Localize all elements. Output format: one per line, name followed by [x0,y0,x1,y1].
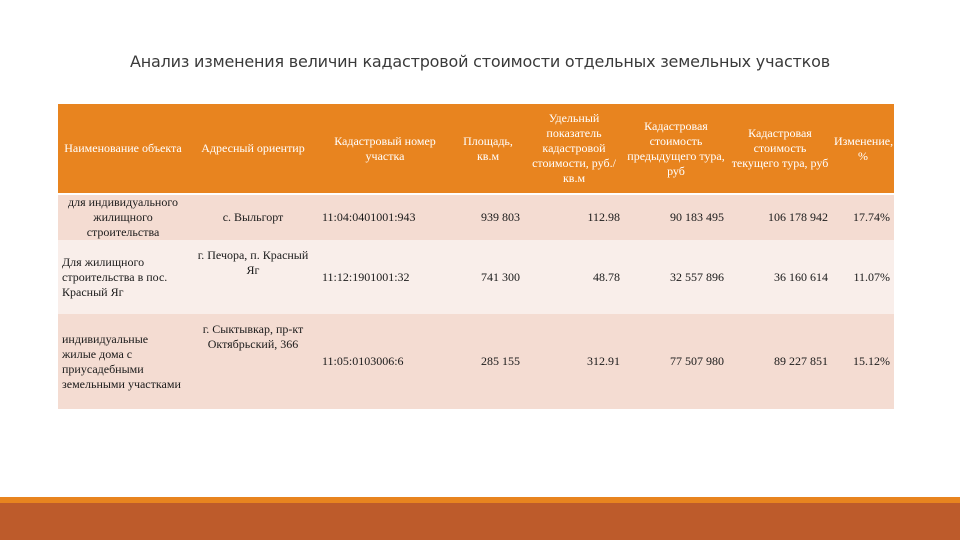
cell-cadastral-number: 11:04:0401001:943 [318,195,452,240]
header-cadastral-number: Кадастровый номер участка [318,104,452,195]
cell-previous-value: 77 507 980 [624,314,728,409]
cell-area: 285 155 [452,314,524,409]
cell-change: 11.07% [832,240,894,314]
header-change: Изменение, % [832,104,894,195]
cell-address: г. Печора, п. Красный Яг [188,240,318,314]
slide-title: Анализ изменения величин кадастровой стоимости отдельных земельных участков [130,52,830,71]
cell-address: г. Сыктывкар, пр-кт Октябрьский, 366 [188,314,318,409]
cell-unit-value: 48.78 [524,240,624,314]
cell-address: с. Выльгорт [188,195,318,240]
table-header-row [58,104,894,195]
cell-object-name: индивидуальные жилые дома с приусадебными земельными участками [58,314,188,409]
cadastral-value-table [58,104,894,409]
header-object-name: Наименование объекта [58,104,188,195]
cell-current-value: 89 227 851 [728,314,832,409]
cell-object-name: для индивидуального жилищного строительства [58,195,188,240]
table-row [58,195,894,240]
header-unit-value: Удельный показатель кадастровой стоимости, руб./кв.м [524,104,624,195]
cell-current-value: 36 160 614 [728,240,832,314]
cell-object-name: Для жилищного строительства в пос. Красный Яг [58,240,188,314]
header-address: Адресный ориентир [188,104,318,195]
cell-previous-value: 32 557 896 [624,240,728,314]
header-current-value: Кадастровая стоимость текущего тура, руб [728,104,832,195]
cell-cadastral-number: 11:05:0103006:6 [318,314,452,409]
cell-area: 741 300 [452,240,524,314]
cell-unit-value: 112.98 [524,195,624,240]
cell-area: 939 803 [452,195,524,240]
header-area: Площадь, кв.м [452,104,524,195]
cell-current-value: 106 178 942 [728,195,832,240]
cell-change: 17.74% [832,195,894,240]
cell-unit-value: 312.91 [524,314,624,409]
table-row [58,314,894,409]
header-previous-value: Кадастровая стоимость предыдущего тура, руб [624,104,728,195]
cell-change: 15.12% [832,314,894,409]
table-row [58,240,894,314]
cell-cadastral-number: 11:12:1901001:32 [318,240,452,314]
footer-bar [0,503,960,540]
cell-previous-value: 90 183 495 [624,195,728,240]
